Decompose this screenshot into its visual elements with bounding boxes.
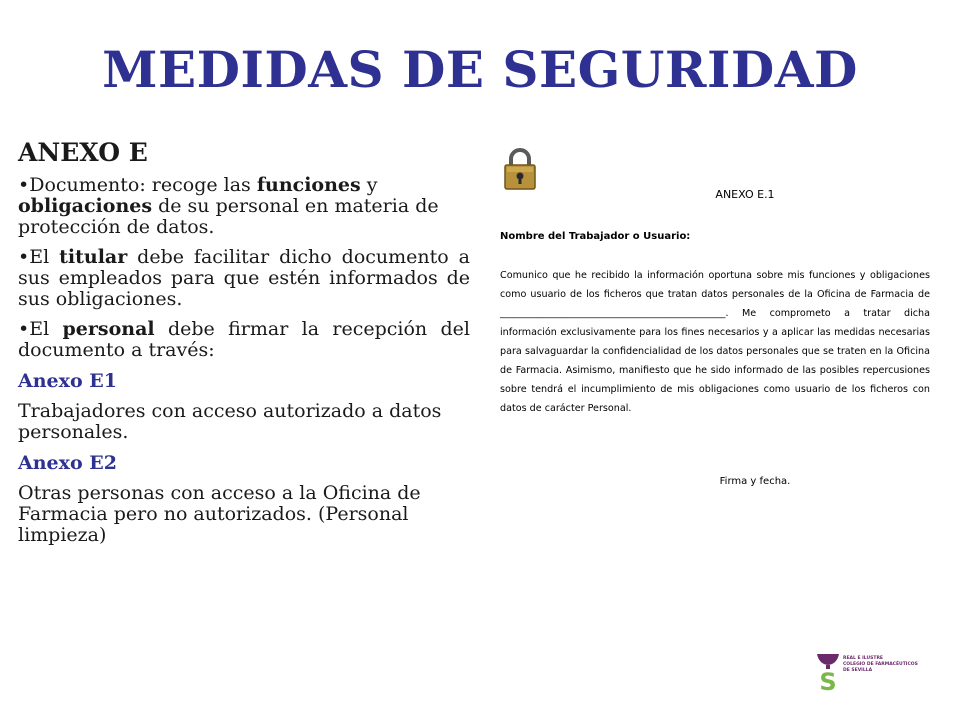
document-name-label: Nombre del Trabajador o Usuario: [500, 231, 691, 242]
padlock-icon [502, 148, 538, 190]
annex-e2-text: Otras personas con acceso a la Oficina de Farmacia pero no autorizados. (Personal limpieza) [18, 482, 421, 546]
document-body: Comunico que he recibido la información oportuna sobre mis funciones y obligaciones como usuario de los ficheros que tratan datos personales de la Oficina de Farmacia de _______________________________________________. Me comprometo a tratar dicha información exclusivamente para los fines necesarios y a aplicar las medidas necesarias para salvaguardar la confidencialidad de los datos personales que se traten en la Oficina de Farmacia. Asimismo, manifiesto que he sido informado de las posibles repercusiones sobre tendrá el incumplimiento de mis obligaciones como usuario de los ficheros con datos de carácter Personal. [500, 270, 930, 414]
section-heading: ANEXO E [18, 138, 148, 167]
logo-text: REAL E ILUSTRE COLEGIO DE FARMACÉUTICOS DE SEVILLA [843, 656, 918, 673]
bullet-titular: •El titular debe facilitar dicho documento a sus empleados para que estén informados de sus obligaciones. [18, 246, 470, 310]
annex-document [500, 188, 930, 487]
signature-label: Firma y fecha. [719, 476, 791, 487]
left-column [18, 138, 470, 555]
page-title: MEDIDAS DE SEGURIDAD [102, 40, 858, 99]
logo-letter: S [819, 668, 837, 695]
annex-e2-label: Anexo E2 [18, 452, 117, 474]
annex-e1-label: Anexo E1 [18, 370, 117, 392]
annex-e1-text: Trabajadores con acceso autorizado a datos personales. [18, 400, 442, 443]
bullet-personal: •El personal debe firmar la recepción del documento a través: [18, 318, 470, 361]
bullet-documento: •Documento: recoge las funciones y obligaciones de su personal en materia de protección de datos. [18, 174, 439, 238]
document-title: ANEXO E.1 [715, 188, 775, 201]
